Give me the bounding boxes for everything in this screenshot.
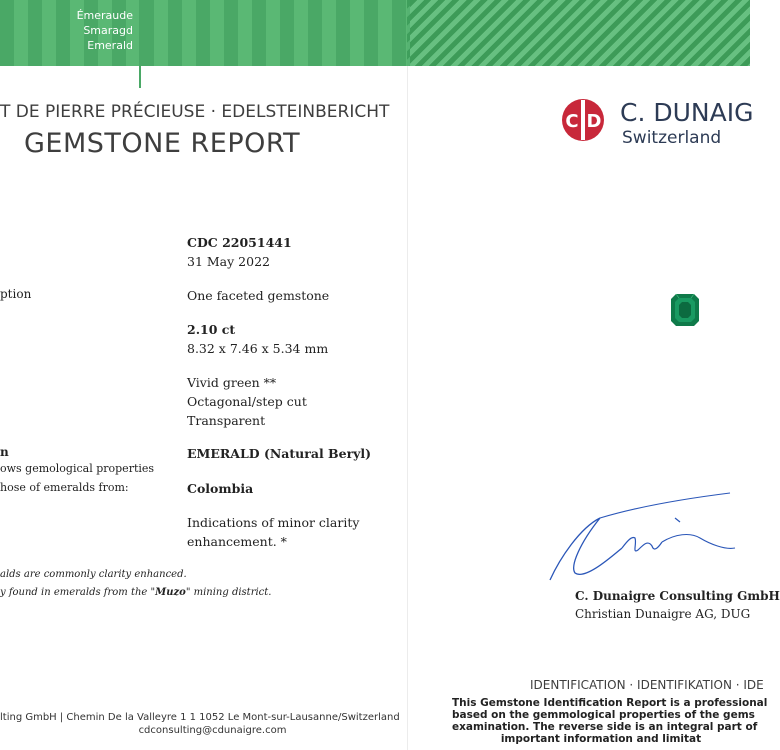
emerald-gem-icon bbox=[671, 294, 699, 326]
comments-line-2: enhancement. * bbox=[187, 534, 287, 549]
signature-scribble bbox=[540, 488, 750, 588]
disclaimer-line-4: important information and limitat bbox=[500, 733, 702, 745]
company-logo-icon bbox=[561, 98, 605, 142]
signature-company: C. Dunaigre Consulting GmbH bbox=[575, 589, 780, 603]
report-title: GEMSTONE REPORT bbox=[24, 128, 301, 159]
origin-note-1: ows gemological properties bbox=[0, 462, 155, 475]
header-band bbox=[0, 0, 750, 66]
header-band-right bbox=[410, 0, 750, 66]
footnote-2-bold: Muzo bbox=[155, 587, 186, 598]
page-fold bbox=[407, 66, 408, 750]
gem-names bbox=[0, 8, 133, 53]
brand-country: Switzerland bbox=[622, 128, 722, 148]
footer-address: lting GmbH | Chemin De la Valleyre 1 1 1052 Le Mont-sur-Lausanne/Switzerland bbox=[0, 712, 400, 723]
identification-heading: IDENTIFICATION · IDENTIFIKATION · IDE bbox=[530, 678, 764, 692]
cut-value: Octagonal/step cut bbox=[187, 394, 307, 409]
origin-note-2: hose of emeralds from: bbox=[0, 481, 129, 494]
gem-name-english: Emerald bbox=[87, 39, 133, 52]
description-label: ption bbox=[0, 287, 32, 301]
header-divider bbox=[139, 0, 141, 88]
logo-letter-c: C bbox=[565, 111, 579, 132]
report-subtitle: T DE PIERRE PRÉCIEUSE · EDELSTEINBERICHT bbox=[0, 102, 390, 122]
origin-value: Colombia bbox=[187, 481, 254, 496]
gem-name-german: Smaragd bbox=[83, 24, 133, 37]
disclaimer-line-1: This Gemstone Identification Report is a professional bbox=[452, 697, 768, 709]
disclaimer-line-2: based on the gemmological properties of the gems bbox=[452, 709, 755, 721]
transparency-value: Transparent bbox=[187, 413, 266, 428]
identification-disclaimer bbox=[452, 697, 768, 745]
footnote-1: alds are commonly clarity enhanced. bbox=[0, 569, 187, 580]
footer-address-block bbox=[0, 711, 400, 737]
description-value: One faceted gemstone bbox=[187, 288, 330, 303]
footer-email: cdconsulting@cdunaigre.com bbox=[138, 725, 287, 736]
report-number: CDC 22051441 bbox=[187, 235, 292, 250]
comments-line-1: Indications of minor clarity bbox=[187, 515, 360, 530]
dimensions-value: 8.32 x 7.46 x 5.34 mm bbox=[187, 341, 329, 356]
gem-name-french: Émeraude bbox=[76, 9, 133, 22]
disclaimer-line-3: examination. The reverse side is an integral part of bbox=[452, 721, 758, 733]
footnote-2-pre: y found in emeralds from the " bbox=[0, 587, 156, 598]
logo-letter-d: D bbox=[586, 111, 602, 132]
report-date: 31 May 2022 bbox=[187, 254, 270, 269]
brand-name: C. DUNAIG bbox=[620, 98, 754, 127]
weight-value: 2.10 ct bbox=[187, 322, 236, 337]
footnote-2-post: " mining district. bbox=[185, 587, 272, 598]
footnote-2 bbox=[0, 587, 271, 598]
signature-person: Christian Dunaigre AG, DUG bbox=[575, 607, 751, 621]
species-label: n bbox=[0, 445, 9, 459]
species-value: EMERALD (Natural Beryl) bbox=[187, 446, 372, 461]
colour-value: Vivid green ** bbox=[187, 375, 277, 390]
